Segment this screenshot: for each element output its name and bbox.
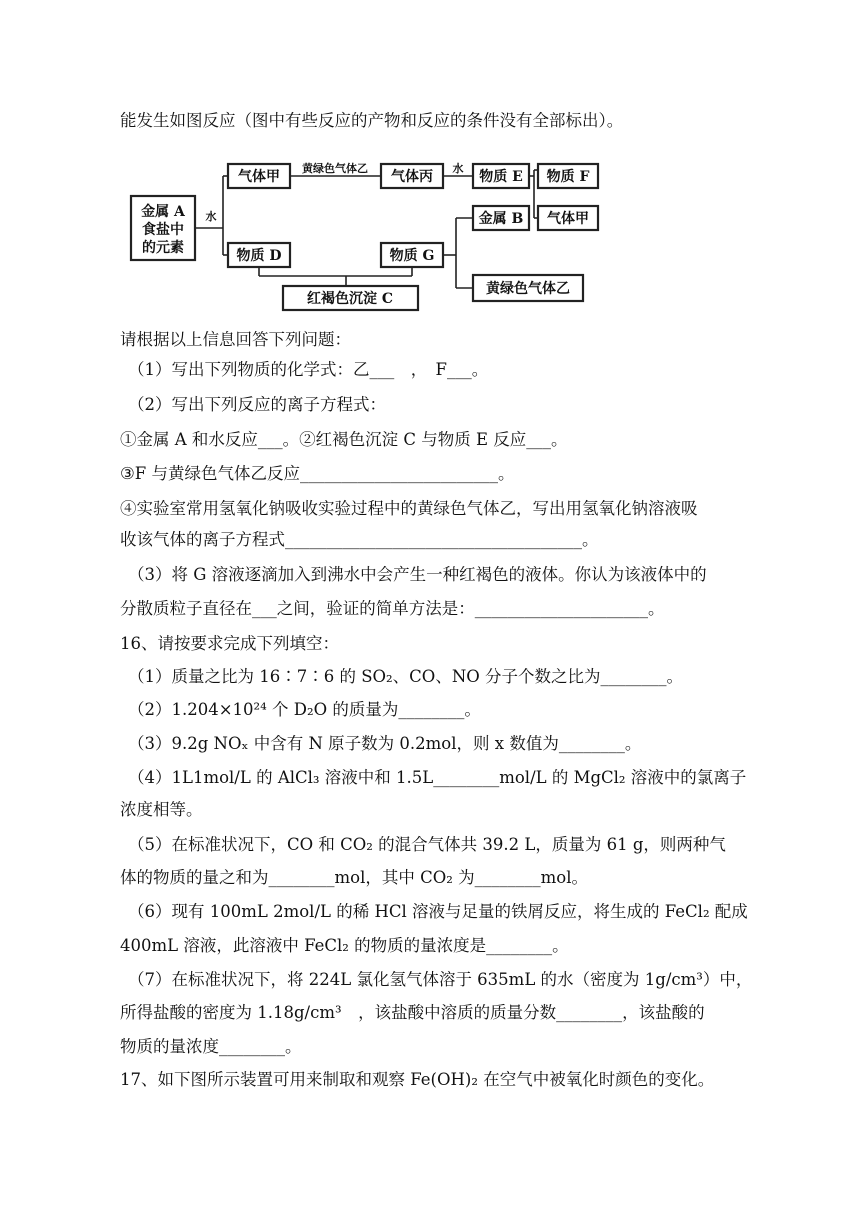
edge-label-water-2: 水 xyxy=(452,162,464,175)
question-prompt: 请根据以上信息回答下列问题： xyxy=(120,330,351,349)
q2-item-4-a: ④实验室常用氢氧化钠吸收实验过程中的黄绿色气体乙，写出用氢氧化钠溶液吸 xyxy=(120,499,698,518)
q16-item-7-a: （7）在标准状况下，将 224L 氯化氢气体溶于 635mL 的水（密度为 1g/cm³）中， xyxy=(128,970,753,989)
q16-item-4-a: （4）1L1mol/L 的 AlCl₃ 溶液中和 1.5L________mol/L 的 MgCl₂ 溶液中的氯离子 xyxy=(128,768,747,787)
q2-item-3: ③F 与黄绿色气体乙反应________________________。 xyxy=(120,464,515,483)
q3-line-b: 分散质粒子直径在___之间，验证的简单方法是：_____________________。 xyxy=(120,599,665,618)
label-substance-f: 物质 F xyxy=(546,169,590,185)
label-metal-b: 金属 B xyxy=(478,211,524,227)
label-gas-bing: 气体丙 xyxy=(391,169,433,185)
q16-item-7-c: 物质的量浓度________。 xyxy=(120,1037,302,1056)
q2-item-1-2: ①金属 A 和水反应___。②红褐色沉淀 C 与物质 E 反应___。 xyxy=(120,430,568,449)
edge-label-yellowgreen-gas: 黄绿色气体乙 xyxy=(302,162,368,175)
label-gas-jia-2: 气体甲 xyxy=(547,211,589,227)
q1-formula: （1）写出下列物质的化学式：乙___ ， F___。 xyxy=(128,360,489,379)
q16-item-7-b: 所得盐酸的密度为 1.18g/cm³ ，该盐酸中溶质的质量分数________，该盐酸的 xyxy=(120,1003,705,1022)
label-yellowgreen-gas: 黄绿色气体乙 xyxy=(486,281,570,297)
q17-heading: 17、如下图所示装置可用来制取和观察 Fe(OH)₂ 在空气中被氧化时颜色的变化。 xyxy=(120,1070,715,1089)
q2-heading: （2）写出下列反应的离子方程式： xyxy=(128,395,386,414)
label-substance-d: 物质 D xyxy=(236,248,282,264)
intro-text: 能发生如图反应（图中有些反应的产物和反应的条件没有全部标出）。 xyxy=(120,111,624,130)
edge-label-water-1: 水 xyxy=(205,210,217,223)
q3-line-a: （3）将 G 溶液逐滴加入到沸水中会产生一种红褐色的液体。你认为该液体中的 xyxy=(128,565,707,584)
label-metal-a-2: 食盐中 xyxy=(142,222,184,238)
label-substance-e: 物质 E xyxy=(479,169,523,185)
label-metal-a-1: 金属 A xyxy=(141,204,185,220)
label-gas-jia: 气体甲 xyxy=(238,169,280,185)
q16-item-5-a: （5）在标准状况下，CO 和 CO₂ 的混合气体共 39.2 L，质量为 61 g，则两种气 xyxy=(128,835,726,854)
label-substance-g: 物质 G xyxy=(389,248,435,264)
q16-item-1: （1）质量之比为 16∶7∶6 的 SO₂、CO、NO 分子个数之比为________。 xyxy=(128,667,684,686)
q16-item-6-a: （6）现有 100mL 2mol/L 的稀 HCl 溶液与足量的铁屑反应，将生成的 FeCl₂ 配成 xyxy=(128,902,748,921)
reaction-flow-diagram xyxy=(128,156,614,312)
q2-item-4-b: 收该气体的离子方程式____________________________________。 xyxy=(120,530,599,549)
q16-item-6-b: 400mL 溶液，此溶液中 FeCl₂ 的物质的量浓度是________。 xyxy=(120,936,569,955)
diagram-svg xyxy=(128,156,614,312)
q16-item-4-b: 浓度相等。 xyxy=(120,800,203,819)
q16-heading: 16、请按要求完成下列填空： xyxy=(120,634,339,653)
q16-item-5-b: 体的物质的量之和为________mol，其中 CO₂ 为________mol。 xyxy=(120,868,588,887)
label-metal-a-3: 的元素 xyxy=(142,240,184,256)
label-precipitate-c: 红褐色沉淀 C xyxy=(306,291,394,307)
q16-item-2: （2）1.204×10²⁴ 个 D₂O 的质量为________。 xyxy=(128,700,481,719)
q16-item-3: （3）9.2g NOₓ 中含有 N 原子数为 0.2mol，则 x 数值为________。 xyxy=(128,734,642,753)
